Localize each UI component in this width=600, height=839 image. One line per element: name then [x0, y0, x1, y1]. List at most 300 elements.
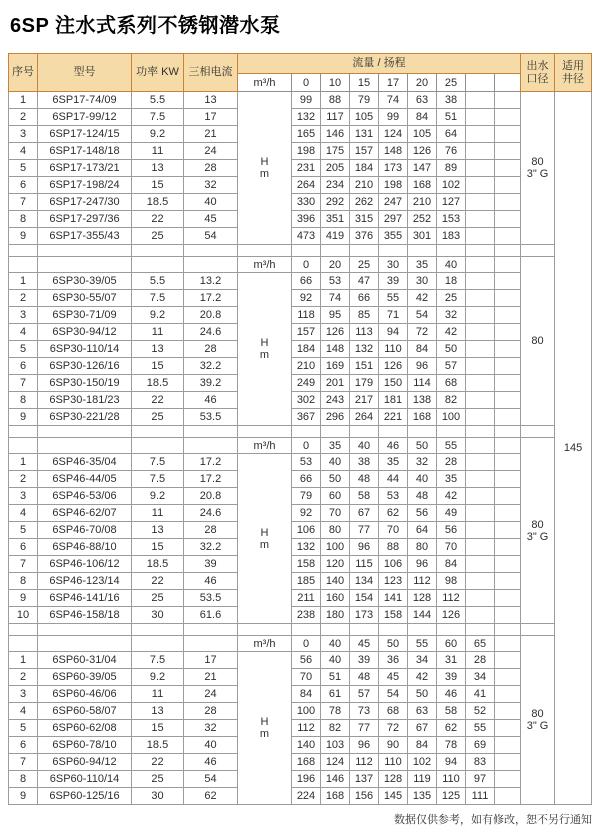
- head-value-cell: 168: [408, 177, 437, 194]
- head-value-cell: 131: [350, 126, 379, 143]
- head-value-cell: 243: [321, 392, 350, 409]
- head-value-cell: 98: [437, 573, 466, 590]
- head-value-cell: 144: [408, 607, 437, 624]
- head-value-cell: 330: [292, 194, 321, 211]
- gap-cell: [350, 624, 379, 636]
- head-value-cell: [466, 143, 495, 160]
- data-row: [9, 488, 592, 505]
- power-cell: 15: [132, 720, 184, 737]
- head-value-cell: 205: [321, 160, 350, 177]
- model-cell: 6SP17-148/18: [38, 143, 132, 160]
- head-value-cell: 61: [321, 686, 350, 703]
- head-value-cell: 50: [321, 471, 350, 488]
- power-cell: 25: [132, 590, 184, 607]
- head-value-cell: [466, 228, 495, 245]
- power-cell: 11: [132, 324, 184, 341]
- data-row: [9, 771, 592, 788]
- head-value-cell: 92: [292, 505, 321, 522]
- data-row: [9, 211, 592, 228]
- head-value-cell: 196: [292, 771, 321, 788]
- head-value-cell: [466, 556, 495, 573]
- head-value-cell: 175: [321, 143, 350, 160]
- head-value-cell: 66: [292, 471, 321, 488]
- head-value-cell: 89: [437, 160, 466, 177]
- head-value-cell: 165: [292, 126, 321, 143]
- flow-value-header: [466, 438, 495, 454]
- head-value-cell: 67: [350, 505, 379, 522]
- gap-cell: [495, 245, 521, 257]
- model-cell: 6SP30-39/05: [38, 273, 132, 290]
- current-cell: 28: [184, 703, 238, 720]
- head-value-cell: 74: [321, 290, 350, 307]
- spacer-cell: [495, 392, 521, 409]
- serial-cell: 6: [9, 737, 38, 754]
- power-cell: 5.5: [132, 92, 184, 109]
- head-value-cell: 118: [292, 307, 321, 324]
- serial-cell: 3: [9, 488, 38, 505]
- head-value-cell: 211: [292, 590, 321, 607]
- head-value-cell: 102: [408, 754, 437, 771]
- data-row: [9, 703, 592, 720]
- head-value-cell: [466, 454, 495, 471]
- current-cell: 61.6: [184, 607, 238, 624]
- head-value-cell: [466, 290, 495, 307]
- spacer-cell: [495, 720, 521, 737]
- empty-cell: [184, 636, 238, 652]
- head-value-cell: 238: [292, 607, 321, 624]
- model-cell: 6SP30-181/23: [38, 392, 132, 409]
- power-cell: 30: [132, 788, 184, 805]
- serial-cell: 1: [9, 273, 38, 290]
- flow-value-header: [466, 257, 495, 273]
- head-value-cell: 112: [408, 573, 437, 590]
- spacer-header-cell: [495, 74, 521, 92]
- data-row: [9, 409, 592, 426]
- flow-value-header: 25: [437, 74, 466, 92]
- head-value-cell: 94: [379, 324, 408, 341]
- model-cell: 6SP60-94/12: [38, 754, 132, 771]
- outlet-diameter-cell: 80 3" G: [521, 92, 555, 245]
- head-value-cell: 66: [292, 273, 321, 290]
- head-value-cell: 72: [379, 720, 408, 737]
- head-value-cell: 157: [350, 143, 379, 160]
- head-value-cell: [466, 409, 495, 426]
- head-value-cell: 124: [321, 754, 350, 771]
- head-value-cell: 210: [408, 194, 437, 211]
- head-value-cell: 50: [437, 341, 466, 358]
- empty-cell: [9, 438, 38, 454]
- empty-cell: [132, 257, 184, 273]
- current-cell: 20.8: [184, 307, 238, 324]
- gap-cell: [437, 245, 466, 257]
- model-cell: 6SP46-158/18: [38, 607, 132, 624]
- model-cell: 6SP46-44/05: [38, 471, 132, 488]
- flow-value-header: 10: [321, 74, 350, 92]
- empty-cell: [184, 438, 238, 454]
- gap-cell: [521, 245, 555, 257]
- model-cell: 6SP17-297/36: [38, 211, 132, 228]
- head-value-cell: 73: [350, 703, 379, 720]
- head-value-cell: 80: [408, 539, 437, 556]
- power-cell: 7.5: [132, 290, 184, 307]
- model-cell: 6SP17-173/21: [38, 160, 132, 177]
- gap-cell: [321, 624, 350, 636]
- head-value-cell: 32: [437, 307, 466, 324]
- power-cell: 7.5: [132, 109, 184, 126]
- outlet-header-line2: 口径: [526, 72, 549, 85]
- head-value-cell: [466, 358, 495, 375]
- model-cell: 6SP46-62/07: [38, 505, 132, 522]
- head-value-cell: 180: [321, 607, 350, 624]
- gap-cell: [132, 245, 184, 257]
- gap-cell: [38, 426, 132, 438]
- head-value-cell: 39: [350, 652, 379, 669]
- head-value-cell: 183: [437, 228, 466, 245]
- gap-cell: [379, 426, 408, 438]
- disclaimer-note: 数据仅供参考，如有修改，恕不另行通知: [394, 814, 592, 826]
- head-value-cell: 47: [350, 273, 379, 290]
- spacer-cell: [495, 92, 521, 109]
- head-value-cell: 146: [321, 126, 350, 143]
- head-value-cell: 84: [292, 686, 321, 703]
- spacer-cell: [495, 109, 521, 126]
- current-cell: 13: [184, 92, 238, 109]
- power-cell: 30: [132, 607, 184, 624]
- flow-value-header: 20: [321, 257, 350, 273]
- head-value-cell: 54: [408, 307, 437, 324]
- flow-value-header: 0: [292, 74, 321, 92]
- power-cell: 13: [132, 341, 184, 358]
- gap-cell: [132, 426, 184, 438]
- section-flow-header-row: [9, 636, 592, 652]
- head-value-cell: 84: [437, 556, 466, 573]
- data-row: [9, 194, 592, 211]
- head-value-cell: 68: [379, 703, 408, 720]
- head-value-cell: 70: [292, 669, 321, 686]
- serial-cell: 8: [9, 573, 38, 590]
- head-value-cell: 40: [321, 454, 350, 471]
- model-cell: 6SP30-55/07: [38, 290, 132, 307]
- head-value-cell: 126: [437, 607, 466, 624]
- current-cell: 53.5: [184, 590, 238, 607]
- model-cell: 6SP46-106/12: [38, 556, 132, 573]
- data-row: [9, 228, 592, 245]
- data-row: [9, 522, 592, 539]
- power-cell: 22: [132, 392, 184, 409]
- head-value-cell: 38: [437, 92, 466, 109]
- head-value-cell: 137: [350, 771, 379, 788]
- head-value-cell: 97: [466, 771, 495, 788]
- head-value-cell: 224: [292, 788, 321, 805]
- serial-cell: 9: [9, 788, 38, 805]
- head-value-cell: 32: [408, 454, 437, 471]
- head-value-cell: 134: [350, 573, 379, 590]
- head-value-cell: 44: [379, 471, 408, 488]
- section-gap-row: [9, 624, 592, 636]
- model-cell: 6SP17-355/43: [38, 228, 132, 245]
- head-value-cell: 128: [379, 771, 408, 788]
- head-value-cell: 64: [437, 126, 466, 143]
- data-row: [9, 341, 592, 358]
- head-value-cell: 296: [321, 409, 350, 426]
- head-value-cell: [466, 341, 495, 358]
- head-value-cell: [466, 522, 495, 539]
- model-column-header: 型号: [38, 54, 132, 92]
- model-cell: 6SP46-35/04: [38, 454, 132, 471]
- power-cell: 15: [132, 358, 184, 375]
- gap-cell: [379, 245, 408, 257]
- head-value-cell: 39: [379, 273, 408, 290]
- flow-value-header: 40: [321, 636, 350, 652]
- data-row: [9, 607, 592, 624]
- spacer-cell: [495, 307, 521, 324]
- head-value-cell: 96: [350, 737, 379, 754]
- data-row: [9, 556, 592, 573]
- gap-cell: [495, 426, 521, 438]
- head-value-cell: 63: [408, 703, 437, 720]
- head-value-cell: 68: [437, 375, 466, 392]
- spacer-cell: [495, 257, 521, 273]
- power-cell: 13: [132, 703, 184, 720]
- current-cell: 32.2: [184, 539, 238, 556]
- head-value-cell: 158: [379, 607, 408, 624]
- model-cell: 6SP17-198/24: [38, 177, 132, 194]
- gap-cell: [238, 624, 292, 636]
- head-value-cell: 151: [350, 358, 379, 375]
- head-value-cell: 141: [379, 590, 408, 607]
- serial-cell: 7: [9, 556, 38, 573]
- head-value-cell: 157: [292, 324, 321, 341]
- flow-value-header: 60: [437, 636, 466, 652]
- head-value-cell: 201: [321, 375, 350, 392]
- gap-cell: [466, 624, 495, 636]
- head-value-cell: 123: [379, 573, 408, 590]
- power-column-header: 功率 KW: [132, 54, 184, 92]
- head-value-cell: 168: [408, 409, 437, 426]
- current-cell: 46: [184, 573, 238, 590]
- head-value-cell: 114: [408, 375, 437, 392]
- flow-value-header: 40: [437, 257, 466, 273]
- head-value-cell: 148: [379, 143, 408, 160]
- spacer-cell: [495, 324, 521, 341]
- current-cell: 17.2: [184, 290, 238, 307]
- head-value-cell: 51: [321, 669, 350, 686]
- head-value-cell: 71: [379, 307, 408, 324]
- gap-cell: [495, 624, 521, 636]
- spacer-cell: [495, 573, 521, 590]
- current-cell: 28: [184, 160, 238, 177]
- header-row-1: [9, 54, 592, 74]
- gap-cell: [437, 426, 466, 438]
- flow-value-header: 40: [350, 438, 379, 454]
- empty-cell: [38, 636, 132, 652]
- head-value-cell: 231: [292, 160, 321, 177]
- head-value-cell: 184: [350, 160, 379, 177]
- model-cell: 6SP17-247/30: [38, 194, 132, 211]
- head-value-cell: 127: [437, 194, 466, 211]
- spacer-cell: [495, 590, 521, 607]
- current-cell: 17.2: [184, 454, 238, 471]
- flow-unit-cell: m³/h: [238, 257, 292, 273]
- head-value-cell: 54: [379, 686, 408, 703]
- gap-cell: [466, 426, 495, 438]
- current-cell: 21: [184, 126, 238, 143]
- model-cell: 6SP30-94/12: [38, 324, 132, 341]
- head-value-cell: 140: [292, 737, 321, 754]
- head-value-cell: 39: [437, 669, 466, 686]
- flow-value-header: 17: [379, 74, 408, 92]
- head-value-cell: 119: [408, 771, 437, 788]
- gap-cell: [9, 624, 38, 636]
- current-cell: 32: [184, 177, 238, 194]
- table-body: [9, 92, 592, 805]
- head-value-cell: 79: [350, 92, 379, 109]
- gap-cell: [132, 624, 184, 636]
- head-value-cell: 105: [350, 109, 379, 126]
- spacer-cell: [495, 556, 521, 573]
- head-value-cell: 48: [408, 488, 437, 505]
- head-value-cell: 103: [321, 737, 350, 754]
- head-value-cell: 78: [437, 737, 466, 754]
- head-value-cell: 112: [437, 590, 466, 607]
- head-value-cell: 96: [408, 358, 437, 375]
- spacer-cell: [495, 703, 521, 720]
- spacer-cell: [495, 228, 521, 245]
- head-value-cell: [466, 194, 495, 211]
- head-value-cell: 28: [437, 454, 466, 471]
- head-value-cell: 125: [437, 788, 466, 805]
- gap-cell: [350, 245, 379, 257]
- power-cell: 25: [132, 771, 184, 788]
- flow-value-header: 30: [379, 257, 408, 273]
- head-value-cell: 156: [350, 788, 379, 805]
- model-cell: 6SP60-31/04: [38, 652, 132, 669]
- data-row: [9, 720, 592, 737]
- spacer-cell: [495, 273, 521, 290]
- flow-unit-cell: m³/h: [238, 74, 292, 92]
- head-value-cell: 120: [321, 556, 350, 573]
- serial-cell: 2: [9, 669, 38, 686]
- gap-cell: [321, 245, 350, 257]
- outlet-diameter-cell: 80 3" G: [521, 636, 555, 805]
- head-value-cell: 57: [350, 686, 379, 703]
- head-value-cell: 95: [321, 307, 350, 324]
- head-value-cell: 264: [292, 177, 321, 194]
- head-value-cell: 154: [350, 590, 379, 607]
- model-cell: 6SP46-53/06: [38, 488, 132, 505]
- gap-cell: [292, 624, 321, 636]
- power-cell: 9.2: [132, 126, 184, 143]
- head-value-cell: 145: [379, 788, 408, 805]
- current-cell: 17.2: [184, 471, 238, 488]
- head-value-cell: 35: [379, 454, 408, 471]
- serial-cell: 7: [9, 754, 38, 771]
- head-value-cell: 66: [350, 290, 379, 307]
- spacer-cell: [495, 669, 521, 686]
- head-value-cell: 64: [408, 522, 437, 539]
- head-value-cell: 376: [350, 228, 379, 245]
- serial-cell: 5: [9, 341, 38, 358]
- power-cell: 18.5: [132, 737, 184, 754]
- head-value-cell: 117: [321, 109, 350, 126]
- serial-cell: 9: [9, 409, 38, 426]
- head-value-cell: 292: [321, 194, 350, 211]
- head-value-cell: 84: [408, 737, 437, 754]
- head-value-cell: 77: [350, 720, 379, 737]
- current-cell: 13.2: [184, 273, 238, 290]
- head-value-cell: 140: [321, 573, 350, 590]
- head-value-cell: 42: [437, 324, 466, 341]
- head-value-cell: 105: [408, 126, 437, 143]
- head-value-cell: 96: [350, 539, 379, 556]
- head-value-cell: 45: [379, 669, 408, 686]
- head-value-cell: 184: [292, 341, 321, 358]
- serial-cell: 2: [9, 471, 38, 488]
- data-row: [9, 788, 592, 805]
- data-row: [9, 471, 592, 488]
- spacer-cell: [495, 126, 521, 143]
- head-value-cell: 124: [379, 126, 408, 143]
- head-value-cell: 67: [408, 720, 437, 737]
- head-value-cell: 297: [379, 211, 408, 228]
- data-row: [9, 92, 592, 109]
- head-value-cell: 106: [292, 522, 321, 539]
- current-cell: 24.6: [184, 324, 238, 341]
- head-value-cell: 138: [408, 392, 437, 409]
- current-cell: 24: [184, 686, 238, 703]
- head-value-cell: 146: [321, 771, 350, 788]
- spacer-cell: [495, 505, 521, 522]
- outlet-header-line1: 出水: [526, 59, 549, 72]
- head-value-cell: 42: [408, 290, 437, 307]
- data-row: [9, 109, 592, 126]
- spacer-cell: [495, 539, 521, 556]
- model-cell: 6SP60-62/08: [38, 720, 132, 737]
- section-flow-header-row: [9, 257, 592, 273]
- head-value-cell: 78: [321, 703, 350, 720]
- current-cell: 28: [184, 522, 238, 539]
- serial-cell: 4: [9, 324, 38, 341]
- head-value-cell: [466, 607, 495, 624]
- head-value-cell: 173: [379, 160, 408, 177]
- head-value-cell: [466, 160, 495, 177]
- model-cell: 6SP46-123/14: [38, 573, 132, 590]
- head-value-cell: 252: [408, 211, 437, 228]
- head-value-cell: 94: [437, 754, 466, 771]
- head-value-cell: 132: [350, 341, 379, 358]
- data-row: [9, 324, 592, 341]
- power-cell: 18.5: [132, 194, 184, 211]
- head-value-cell: 74: [379, 92, 408, 109]
- flow-value-header: 45: [350, 636, 379, 652]
- head-value-cell: 55: [466, 720, 495, 737]
- data-row: [9, 573, 592, 590]
- flow-unit-cell: m³/h: [238, 438, 292, 454]
- serial-cell: 1: [9, 92, 38, 109]
- head-value-cell: 58: [350, 488, 379, 505]
- head-unit-cell: H m: [238, 454, 292, 624]
- head-value-cell: 115: [350, 556, 379, 573]
- current-cell: 39.2: [184, 375, 238, 392]
- head-value-cell: 41: [466, 686, 495, 703]
- head-value-cell: 301: [408, 228, 437, 245]
- head-value-cell: 473: [292, 228, 321, 245]
- gap-cell: [466, 245, 495, 257]
- gap-cell: [184, 624, 238, 636]
- head-value-cell: 147: [408, 160, 437, 177]
- empty-cell: [9, 636, 38, 652]
- head-value-cell: [466, 211, 495, 228]
